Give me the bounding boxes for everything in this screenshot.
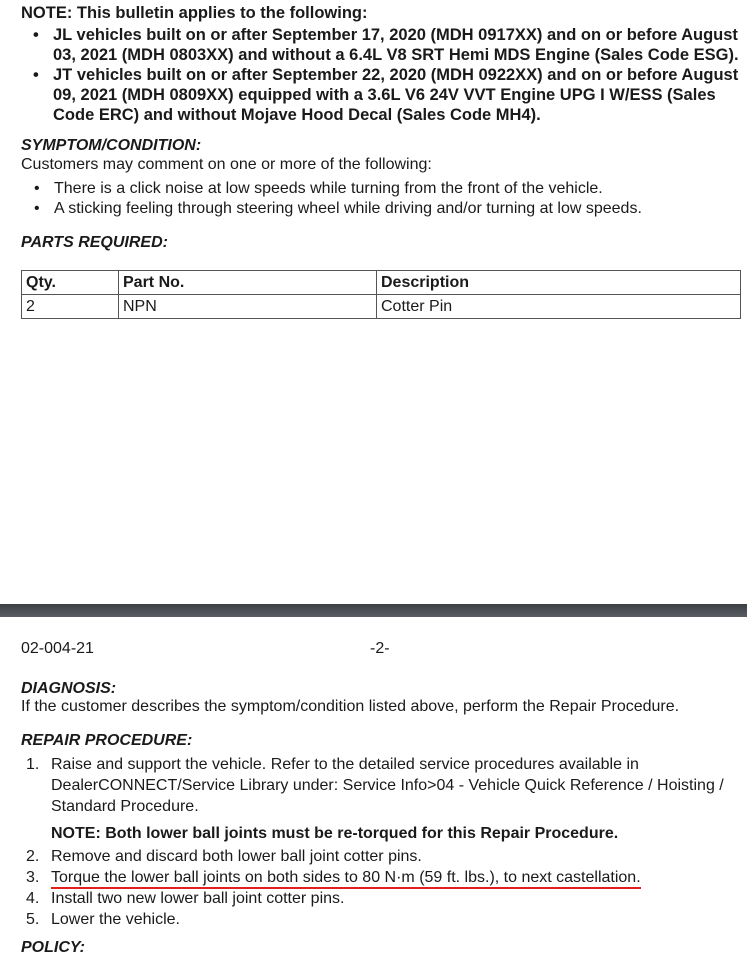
step-number: 1. [26,756,40,773]
cell-qty: 2 [22,295,119,319]
symptom-list [28,179,642,219]
diagnosis-heading: DIAGNOSIS: [21,680,117,697]
symptom-intro: Customers may comment on one or more of the following: [21,156,432,173]
page-number: -2- [370,640,390,657]
cut-off-heading: POLICY: [21,939,86,956]
bulletin-page-2 [0,617,747,956]
symptom-item: • A sticking feeling through steering wheel while driving and/or turning at low speeds. [28,199,642,219]
applies-item-jl: • JL vehicles built on or after September 17, 2020 (MDH 0917XX) and on or before August 03, 2021 (MDH 0803XX) and without a 6.4L V8 SRT Hemi MDS Engine (Sales Code ESG). [28,25,740,65]
page-separator [0,604,747,617]
symptom-item: • There is a click noise at low speeds while turning from the front of the vehicle. [28,179,642,199]
repair-step-1 [21,754,741,817]
repair-steps [21,754,741,930]
table-row [22,295,741,319]
cell-part-no: NPN [119,295,377,319]
applies-note-header: NOTE: This bulletin applies to the following: [21,4,368,22]
parts-header-row [22,271,741,295]
diagnosis-text: If the customer describes the symptom/condition listed above, perform the Repair Procedure. [21,698,680,715]
step-text-underlined: Torque the lower ball joints on both sides to 80 N·m (59 ft. lbs.), to next castellation. [51,869,641,889]
col-part-no-header: Part No. [119,271,377,295]
step-text: Remove and discard both lower ball joint cotter pins. [51,848,422,865]
applies-list [28,25,740,125]
step-number: 2. [26,848,40,865]
col-description-header: Description [377,271,741,295]
col-qty-header: Qty. [22,271,119,295]
repair-step-4 [21,888,741,909]
step-text: Lower the vehicle. [51,911,180,928]
repair-step-2 [21,846,741,867]
parts-table [21,270,741,319]
bulletin-code: 02-004-21 [21,640,94,657]
repair-heading: REPAIR PROCEDURE: [21,732,193,749]
cell-description: Cotter Pin [377,295,741,319]
step-number: 3. [26,869,40,886]
step-number: 4. [26,890,40,907]
repair-step-5 [21,909,741,930]
step-text: Raise and support the vehicle. Refer to the detailed service procedures available in DealerCONNECT/Service Library under: Service Info>04 - Vehicle Quick Reference / Hoisting / Standard Procedure. [51,756,724,815]
symptom-heading: SYMPTOM/CONDITION: [21,137,202,154]
parts-heading: PARTS REQUIRED: [21,234,168,251]
repair-step-3 [21,867,741,888]
step-number: 5. [26,911,40,928]
step-text: Install two new lower ball joint cotter pins. [51,890,345,907]
applies-item-jt: • JT vehicles built on or after September 22, 2020 (MDH 0922XX) and on or before August 09, 2021 (MDH 0809XX) equipped with a 3.6L V6 24V VVT Engine UPG I W/ESS (Sales Code ERC) and without Mojave Hood Decal (Sales Code MH4). [28,65,740,125]
repair-note: NOTE: Both lower ball joints must be re-torqued for this Repair Procedure. [51,825,619,842]
